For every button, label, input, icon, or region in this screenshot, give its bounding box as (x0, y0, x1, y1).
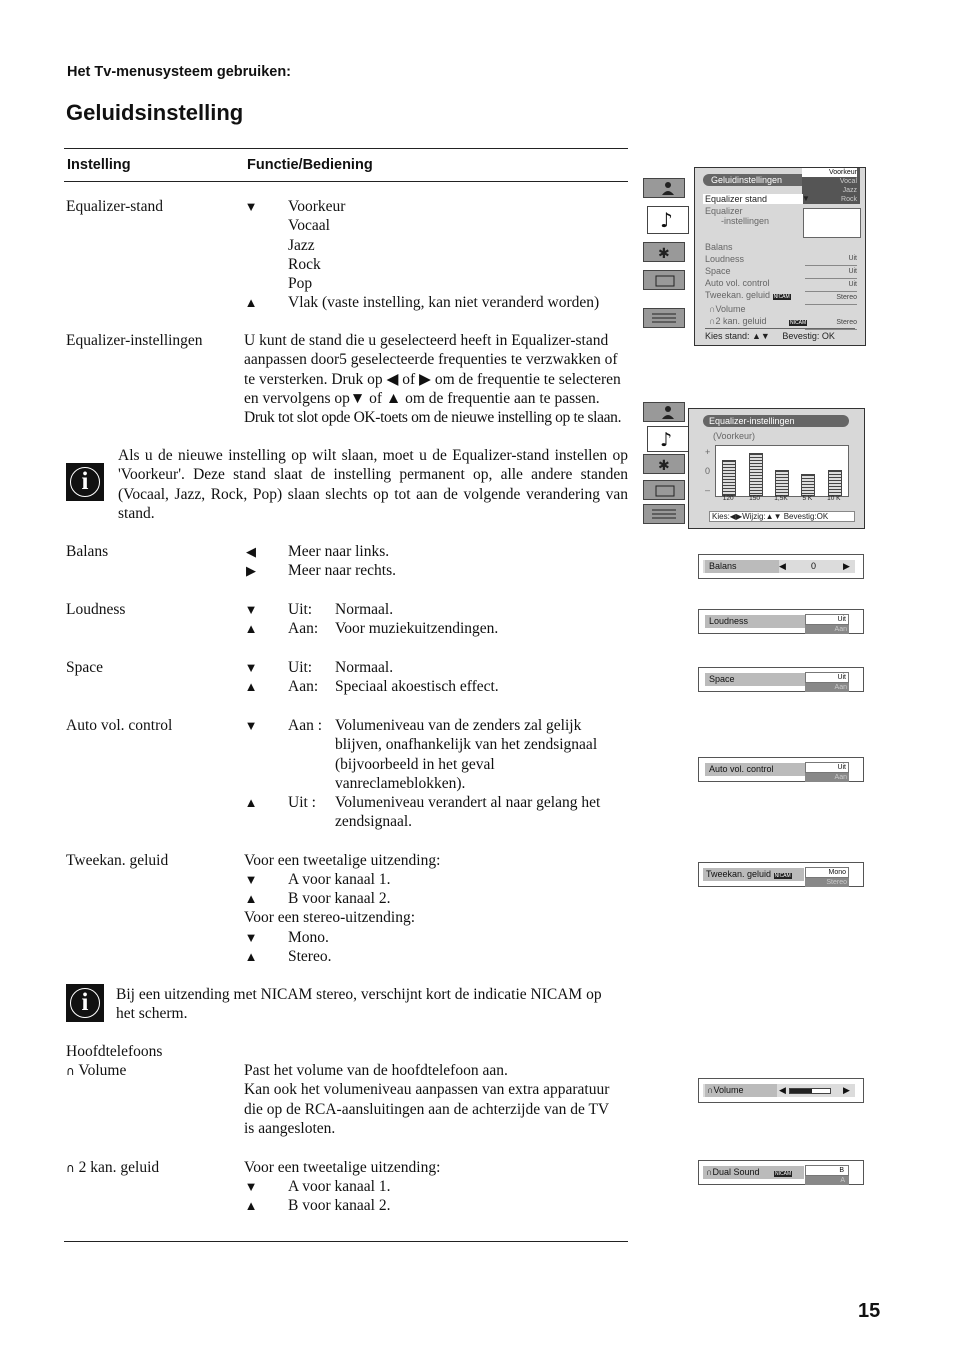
aan-key: Aan: (288, 620, 319, 637)
option-unselected[interactable]: A (805, 1176, 849, 1185)
auto-vol-bar[interactable] (698, 757, 864, 782)
nicam-badge: NICAM (774, 873, 791, 879)
down-arrow-icon: ▼ (244, 1179, 258, 1194)
option-pop: Pop (288, 275, 313, 293)
menu-item-2kan[interactable]: ∩2 kan. geluid NICAM (709, 316, 807, 326)
option-unselected[interactable]: Aan (805, 625, 849, 634)
loudness-bar[interactable] (698, 609, 864, 634)
svg-text:♪: ♪ (660, 429, 673, 451)
balans-value: 0 (811, 561, 817, 571)
eq-frequency-labels (715, 495, 847, 504)
setting-label: Auto vol. control (66, 717, 173, 734)
table-header-rule (64, 181, 628, 182)
menu-sidebar-tabs (643, 176, 693, 336)
eq-band-bar[interactable] (722, 460, 736, 496)
text-line: stand. (118, 504, 155, 522)
equalizer-dropdown[interactable]: Voorkeur Vocal Jazz Rock (802, 168, 860, 204)
menu-item-equalizer-stand[interactable]: Equalizer stand (703, 194, 803, 204)
value-tweekan: Stereo (805, 292, 857, 305)
aan-key: Aan: (288, 678, 319, 695)
text-line: en vervolgens op▼ of ▲ om de frequentie aan te passen. (244, 389, 600, 407)
nicam-badge: NICAM (773, 294, 790, 300)
text-line: (bijvoorbeeld in het geval (335, 755, 495, 773)
setting-label: Hoofdtelefoons (66, 1043, 163, 1060)
menu-footer: Kies stand: ▲▼ Bevestig: OK (705, 328, 855, 341)
option-vlak: Vlak (vaste instelling, kan niet veranderd worden) (288, 294, 600, 312)
eq-band-bar[interactable] (749, 453, 763, 496)
table-bottom-rule (64, 1241, 628, 1242)
value-loudness: Uit (805, 253, 857, 266)
eq-band-bar[interactable] (801, 474, 815, 496)
option-selected[interactable]: Uit (805, 672, 849, 683)
eq-frequency-label: 150 (749, 495, 761, 502)
text-line: Past het volume van de hoofdtelefoon aan. (244, 1062, 508, 1079)
menu-item-equalizer[interactable]: Equalizer -instellingen (705, 206, 770, 226)
option-voorkeur: Voorkeur (288, 198, 346, 215)
tab-star-icon (643, 242, 685, 262)
up-arrow-icon: ▲ (244, 795, 258, 810)
equalizer-settings-menu (688, 408, 865, 529)
text-line: te versterken. Druk op ◀ of ▶ om de frequentie te selecteren (244, 370, 621, 388)
menu2-sidebar-tabs (643, 402, 693, 524)
down-arrow-icon: ▼ (244, 602, 258, 617)
text-line: het scherm. (116, 1005, 188, 1023)
menu-subtitle: (Voorkeur) (713, 431, 756, 441)
sound-settings-menu (694, 167, 866, 346)
option-rock: Rock (288, 255, 321, 273)
tab-star-icon (643, 454, 685, 474)
tab-list-icon (643, 504, 685, 524)
tweekan-b: B voor kanaal 2. (288, 890, 391, 907)
menu-title: Equalizer-instellingen (703, 415, 849, 427)
eq-frequency-label: 1,5K (774, 495, 788, 502)
up-arrow-icon: ▲ (244, 891, 258, 906)
nicam-badge: NICAM (790, 320, 807, 326)
svg-text:♪: ♪ (660, 208, 673, 232)
setting-label: Equalizer-instellingen (66, 332, 203, 349)
dropdown-arrow-icon: ▼ (802, 194, 810, 203)
menu-item-tweekan[interactable]: Tweekan. geluid NICAM (705, 290, 790, 300)
text-line: aanpassen door5 geselecteerde frequenties te verzwakken of (244, 351, 618, 369)
headphones-icon: ∩ (706, 1167, 713, 1177)
table-top-rule (64, 148, 628, 149)
aan-key: Aan : (288, 717, 323, 734)
balans-left-text: Meer naar links. (288, 543, 390, 560)
volume-slider-fill (790, 1089, 812, 1093)
text-line: Als u de nieuwe instelling op wilt slaan, moet u de Equalizer-stand instellen op (118, 447, 628, 464)
setting-label: Equalizer-stand (66, 198, 163, 215)
value-auto: Uit (805, 279, 857, 292)
space-bar[interactable] (698, 667, 864, 692)
menu-item-balans[interactable]: Balans (705, 242, 733, 252)
option-vocaal: Vocaal (288, 217, 330, 235)
eq-frequency-label: 10 K (827, 495, 841, 502)
tab-person-icon (643, 178, 685, 198)
menu-item-volume[interactable]: ∩Volume (709, 304, 746, 314)
value-space: Uit (805, 266, 857, 279)
value-2kan: Stereo (805, 317, 857, 330)
kan-intro: Voor een tweetalige uitzending: (244, 1159, 441, 1176)
up-arrow-icon: ▲ (244, 621, 258, 636)
menu-item-loudness[interactable]: Loudness (705, 254, 745, 264)
kan-a: A voor kanaal 1. (288, 1178, 391, 1195)
right-arrow-icon[interactable]: ▶ (843, 1085, 850, 1095)
headphones-icon: ∩ (66, 1064, 75, 1078)
balans-bar[interactable] (698, 554, 864, 579)
setting-label: Space (66, 659, 104, 676)
svg-text:✱: ✱ (658, 458, 670, 473)
menu-item-space[interactable]: Space (705, 266, 731, 276)
text-line: blijven, onafhankelijk van het zendsignaal (335, 736, 598, 754)
balans-right-text: Meer naar rechts. (288, 562, 397, 579)
tab-person-icon (643, 402, 685, 422)
down-arrow-icon: ▼ (244, 872, 258, 887)
text-line: die op de RCA-aansluitingen aan de achterzijde van de TV (244, 1100, 610, 1118)
bar-label: Auto vol. control (705, 763, 805, 776)
tab-music-note-icon (647, 206, 689, 234)
tab-briefcase-icon (643, 480, 685, 500)
tweekan-mono: Mono. (288, 929, 329, 946)
bar-label: ∩Dual Sound NICAM (703, 1166, 804, 1179)
option-selected[interactable]: Mono (805, 867, 849, 878)
axis-plus: + (705, 447, 711, 457)
table-header-instelling: Instelling (67, 157, 131, 173)
up-arrow-icon: ▲ (244, 1198, 258, 1213)
left-arrow-icon: ◀ (246, 544, 256, 559)
info-icon: i (66, 463, 104, 501)
bar-label: Space (705, 673, 805, 686)
eq-frequency-label: 120 (722, 495, 734, 502)
tweekan-intro2: Voor een stereo-uitzending: (244, 909, 416, 926)
setting-label: Balans (66, 543, 109, 560)
svg-text:✱: ✱ (658, 246, 670, 261)
volume-label: Volume (78, 1062, 127, 1079)
down-arrow-icon: ▼ (244, 199, 258, 214)
left-arrow-icon[interactable]: ◀ (779, 561, 786, 571)
option-unselected[interactable]: Stereo (805, 878, 849, 887)
kan-geluid-label: 2 kan. geluid (78, 1159, 160, 1176)
option-selected[interactable]: Uit (805, 762, 849, 773)
eq-graph (715, 445, 849, 497)
tab-list-icon (643, 308, 685, 328)
text-line: U kunt de stand die u geselecteerd heeft in Equalizer-stand (244, 332, 609, 349)
down-arrow-icon: ▼ (244, 718, 258, 733)
tweekan-bar[interactable] (698, 862, 864, 887)
note-nicam (116, 985, 628, 1024)
option-unselected[interactable]: Aan (805, 773, 849, 782)
right-arrow-icon: ▶ (246, 563, 256, 578)
text-line: is aangesloten. (244, 1119, 336, 1137)
tweekan-a: A voor kanaal 1. (288, 871, 391, 888)
up-arrow-icon: ▲ (244, 949, 258, 964)
headphones-icon: ∩ (709, 304, 716, 314)
info-icon: i (66, 984, 104, 1022)
menu-title: Geluidinstellingen (703, 174, 811, 186)
uit-text: Normaal. (335, 659, 394, 676)
option-unselected[interactable]: Aan (805, 683, 849, 692)
bar-label: Balans (705, 560, 779, 573)
setting-label: Loudness (66, 601, 126, 618)
section-header: Het Tv-menusysteem gebruiken: (67, 64, 292, 80)
text-line: zendsignaal. (335, 813, 413, 831)
page-number: 15 (858, 1300, 881, 1322)
mini-eq-graphic (803, 208, 861, 238)
table-header-functie: Functie/Bediening (247, 157, 373, 173)
setting-label: Tweekan. geluid (66, 852, 169, 869)
eq-band-bar[interactable] (828, 470, 842, 496)
headphones-icon: ∩ (66, 1161, 75, 1175)
right-arrow-icon[interactable]: ▶ (843, 561, 850, 571)
tab-music-note-icon (647, 426, 689, 452)
nicam-badge: NICAM (775, 1171, 792, 1177)
text-line: vanreclameblokken). (335, 774, 466, 792)
volume-bar[interactable] (698, 1078, 864, 1103)
text-line: Bij een uitzending met NICAM stereo, verschijnt kort de indicatie NICAM op (116, 986, 602, 1003)
option-selected[interactable]: B (805, 1165, 849, 1176)
note-equalizer-save (118, 446, 628, 523)
left-arrow-icon[interactable]: ◀ (779, 1085, 786, 1095)
option-jazz: Jazz (288, 236, 315, 254)
menu-item-auto-vol[interactable]: Auto vol. control (705, 278, 770, 288)
tab-briefcase-icon (643, 270, 685, 290)
tweekan-stereo: Stereo. (288, 948, 332, 965)
tweekan-intro1: Voor een tweetalige uitzending: (244, 852, 441, 869)
page-title: Geluidsinstelling (66, 100, 244, 125)
option-selected[interactable]: Uit (805, 614, 849, 625)
bar-label: Loudness (705, 615, 805, 628)
down-arrow-icon: ▼ (244, 930, 258, 945)
dual-sound-bar[interactable] (698, 1160, 864, 1185)
down-arrow-icon: ▼ (244, 660, 258, 675)
up-arrow-icon: ▲ (244, 679, 258, 694)
text-line: Kan ook het volumeniveau aanpassen van extra apparatuur (244, 1081, 610, 1099)
uit-key: Uit: (288, 601, 313, 618)
headphones-icon: ∩ (709, 316, 716, 326)
up-arrow-icon: ▲ (244, 295, 258, 310)
text-line: Volumeniveau verandert al naar gelang het (335, 794, 601, 811)
axis-minus: – (705, 485, 711, 495)
axis-zero: 0 (705, 466, 711, 476)
text-line: (Vocaal, Jazz, Rock, Pop) slaan slechts op tot aan de volgende verandering van (118, 485, 628, 503)
uit-key: Uit : (288, 794, 316, 811)
aan-text: Speciaal akoestisch effect. (335, 678, 499, 695)
eq-band-bar[interactable] (775, 470, 789, 496)
uit-key: Uit: (288, 659, 313, 676)
headphones-icon: ∩ (707, 1085, 714, 1095)
kan-b: B voor kanaal 2. (288, 1197, 391, 1214)
text-line: Druk tot slot opde OK-toets om de nieuwe instelling op te slaan. (244, 409, 622, 427)
uit-text: Normaal. (335, 601, 394, 618)
text-line: Volumeniveau van de zenders zal gelijk (335, 717, 582, 734)
text-line: 'Voorkeur'. Deze stand slaat de instelling permanent op, alle andere standen (118, 466, 628, 484)
bar-label: Tweekan. geluid NICAM (703, 868, 804, 881)
volume-slider[interactable] (789, 1088, 831, 1094)
menu-footer: Kies:◀▶Wijzig:▲▼ Bevestig:OK (709, 511, 855, 522)
bar-label: ∩Volume (705, 1084, 777, 1097)
eq-frequency-label: 5 K (802, 495, 813, 502)
aan-text: Voor muziekuitzendingen. (335, 620, 499, 637)
